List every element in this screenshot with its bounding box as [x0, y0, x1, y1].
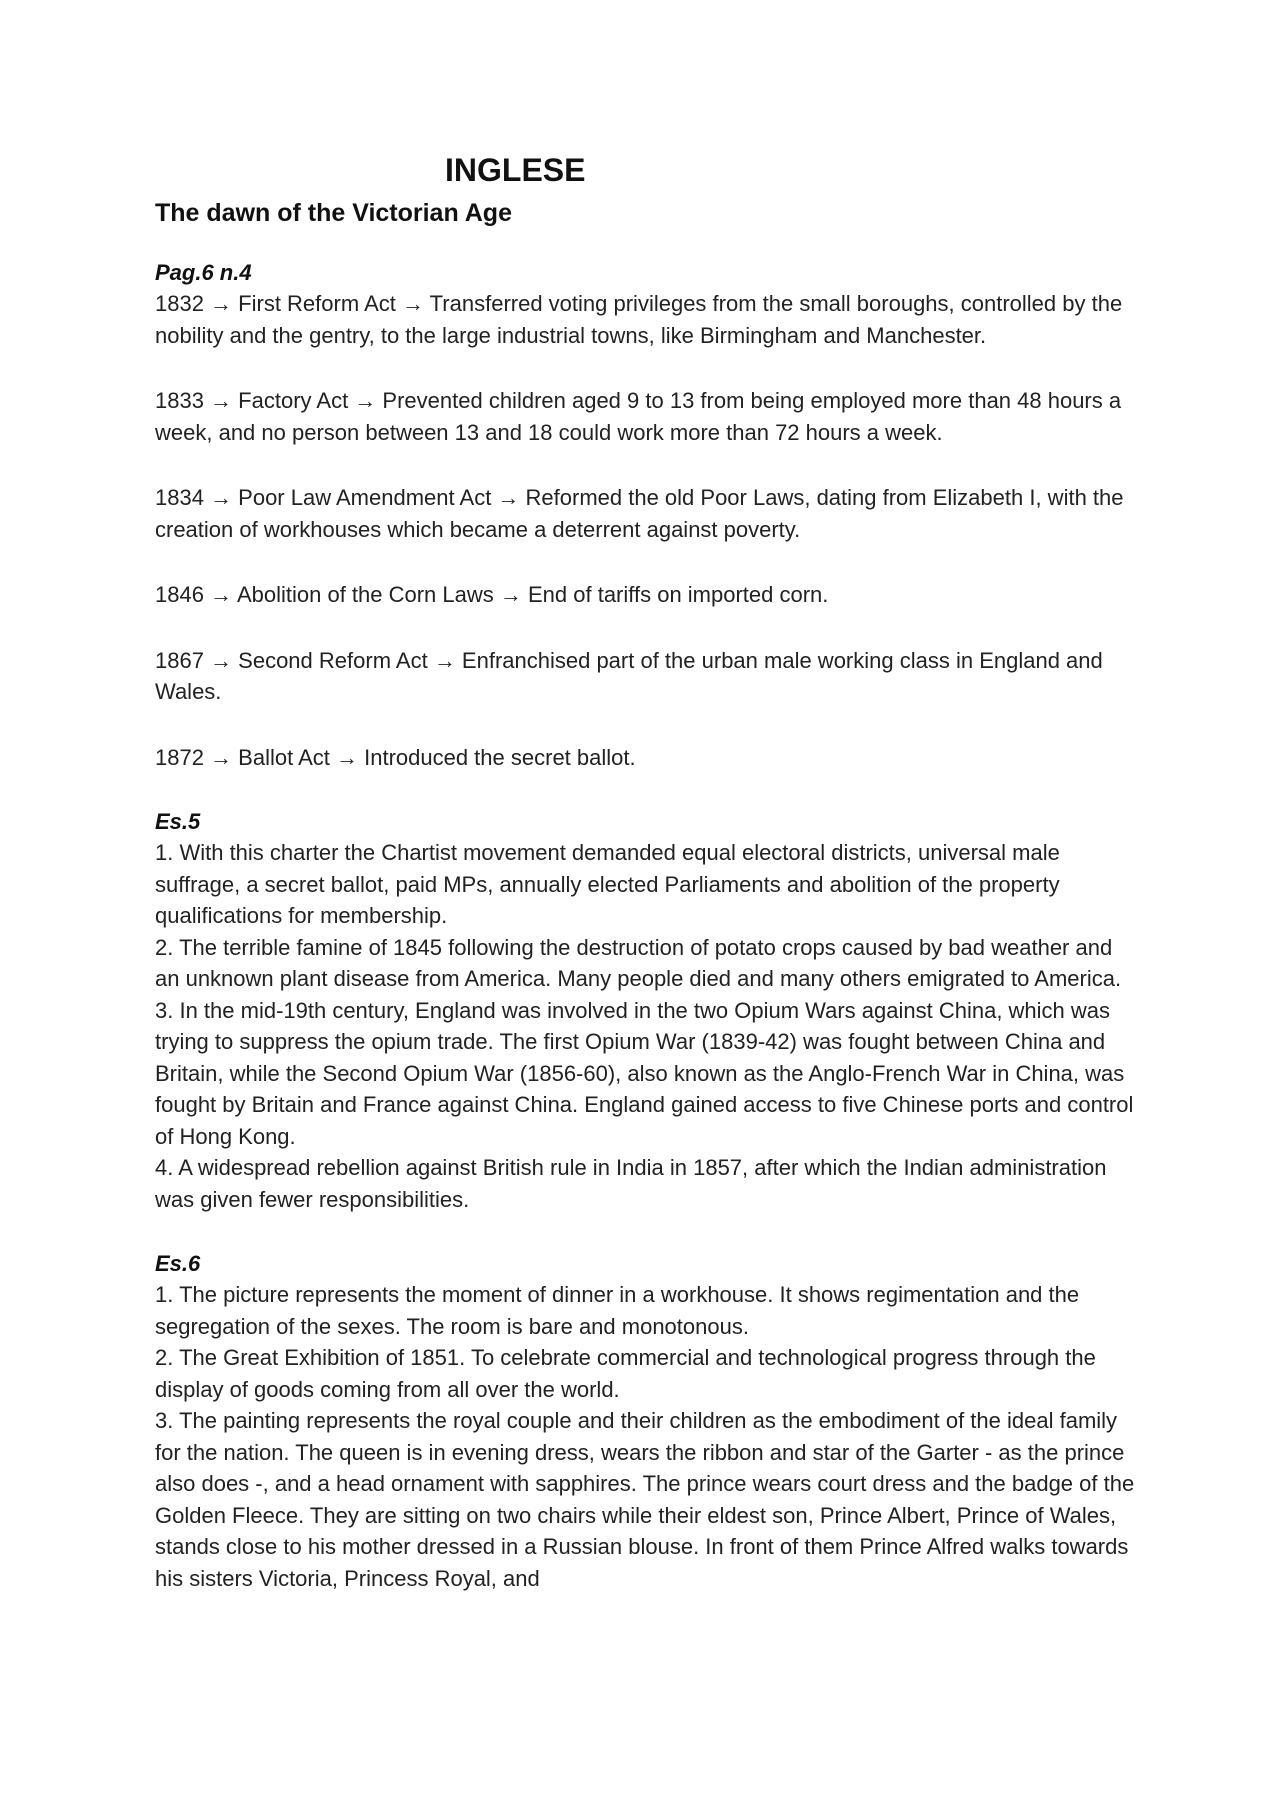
- list-item: 1. The picture represents the moment of dinner in a workhouse. It shows regimentation and the segregation of the sexes. The room is bare and monotonous.: [155, 1282, 1080, 1339]
- list-item: 4. A widespread rebellion against British rule in India in 1857, after which the Indian administration was given fewer responsibilities.: [155, 1155, 1107, 1212]
- timeline-entry-1872: 1872 → Ballot Act → Introduced the secret ballot.: [155, 744, 636, 770]
- list-item: 3. In the mid-19th century, England was involved in the two Opium Wars against China, which was trying to suppress the opium trade. The first Opium War (1839-42) was fought between China and Britain, while the Second Opium War (1856-60), also known as the Anglo-French War in China, was fought by Britain and France against China. England gained access to five Chinese ports and control of Hong Kong.: [155, 997, 1134, 1149]
- section-heading-es6: Es.6: [155, 1251, 201, 1276]
- list-item: 1. With this charter the Chartist movement demanded equal electoral districts, universal male suffrage, a secret ballot, paid MPs, annually elected Parliaments and abolition of the property qualifications for membership.: [155, 840, 1060, 928]
- section-es5: [155, 807, 1140, 1215]
- section-es6: [155, 1249, 1140, 1594]
- timeline-entry-1846: 1846 → Abolition of the Corn Laws → End of tariffs on imported corn.: [155, 582, 829, 607]
- document-title: INGLESE: [445, 152, 586, 188]
- list-item: 3. The painting represents the royal couple and their children as the embodiment of the ideal family for the nation. The queen is in evening dress, wears the ribbon and star of the Garter - as the prince also does -, and a head ornament with sapphires. The prince wears court dress and the badge of the Golden Fleece. They are sitting on two chairs while their eldest son, Prince Albert, Prince of Wales, stands close to his mother dressed in a Russian blouse. In front of them Prince Alfred walks towards his sisters Victoria, Princess Royal, and: [155, 1408, 1135, 1591]
- timeline-entry-1833: 1833 → Factory Act → Prevented children aged 9 to 13 from being employed more than 48 hours a week, and no person between 13 and 18 could work more than 72 hours a week.: [155, 388, 1122, 445]
- list-item: 2. The Great Exhibition of 1851. To celebrate commercial and technological progress through the display of goods coming from all over the world.: [155, 1345, 1096, 1402]
- timeline-entry-1832: 1832 → First Reform Act → Transferred voting privileges from the small boroughs, controlled by the nobility and the gentry, to the large industrial towns, like Birmingham and Manchester.: [155, 291, 1123, 348]
- timeline-entry-1834: 1834 → Poor Law Amendment Act → Reformed the old Poor Laws, dating from Elizabeth I, with the creation of workhouses which became a deterrent against poverty.: [155, 485, 1124, 542]
- section-heading-es5: Es.5: [155, 809, 201, 834]
- timeline-entry-1867: 1867 → Second Reform Act → Enfranchised part of the urban male working class in England and Wales.: [155, 647, 1103, 704]
- document-subtitle: The dawn of the Victorian Age: [155, 199, 512, 227]
- document-page: [155, 150, 1140, 1628]
- list-item: 2. The terrible famine of 1845 following the destruction of potato crops caused by bad weather and an unknown plant disease from America. Many people died and many others emigrated to America.: [155, 934, 1122, 991]
- section-heading-pag6: Pag.6 n.4: [155, 260, 252, 285]
- section-pag6: [155, 258, 1140, 773]
